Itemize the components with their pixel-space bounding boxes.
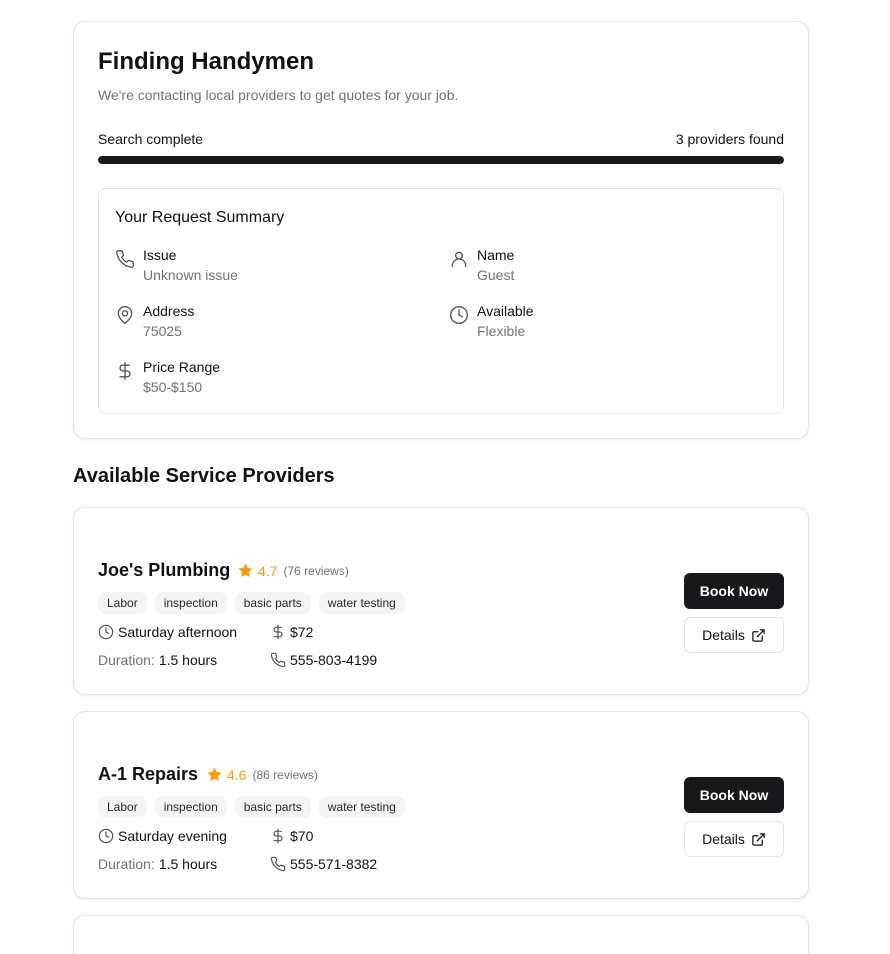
progress-bar [98, 156, 784, 164]
progress-bar-fill [98, 156, 784, 164]
summary-price [115, 359, 415, 403]
summary-name-value: Guest [477, 267, 515, 283]
clock-icon [449, 305, 469, 325]
progress-status: Search complete [98, 131, 204, 147]
provider-card [73, 507, 809, 695]
provider-rating [237, 562, 349, 579]
provider-price [270, 828, 313, 844]
provider-price-value: $70 [290, 828, 314, 844]
service-tag: inspection [155, 592, 227, 614]
provider-card [73, 711, 809, 899]
summary-issue-label: Issue [143, 247, 177, 263]
provider-availability [98, 624, 237, 640]
summary-available-value: Flexible [477, 323, 526, 339]
provider-duration-label: Duration: [98, 856, 155, 872]
dollar-icon [115, 361, 135, 381]
summary-available-label: Available [477, 303, 534, 319]
provider-phone [270, 856, 377, 872]
provider-price-value: $72 [290, 624, 314, 640]
provider-phone [270, 652, 377, 668]
details-button[interactable] [684, 617, 784, 653]
service-tag: basic parts [235, 796, 311, 818]
summary-address-label: Address [143, 303, 195, 319]
provider-duration-value: 1.5 hours [158, 856, 218, 872]
map-pin-icon [115, 305, 135, 325]
summary-address-value: 75025 [143, 323, 182, 339]
search-status-card [73, 21, 809, 439]
provider-duration-label: Duration: [98, 652, 155, 668]
provider-phone-value: 555-803-4199 [290, 652, 378, 668]
details-label: Details [702, 831, 745, 847]
summary-title: Your Request Summary [115, 209, 285, 226]
book-now-button[interactable]: Book Now [684, 777, 784, 813]
progress-count: 3 providers found [675, 131, 784, 147]
provider-name: A-1 Repairs [98, 764, 199, 784]
service-tag: basic parts [235, 592, 311, 614]
phone-icon [270, 856, 286, 872]
provider-price [270, 624, 313, 640]
clock-icon [98, 828, 114, 844]
book-now-button[interactable]: Book Now [684, 573, 784, 609]
summary-issue-value: Unknown issue [143, 267, 238, 283]
summary-available [449, 303, 749, 347]
clock-icon [98, 624, 114, 640]
page-subtitle: We're contacting local providers to get quotes for your job. [98, 87, 459, 103]
provider-duration-value: 1.5 hours [158, 652, 218, 668]
star-icon [237, 562, 254, 579]
provider-name: Joe's Plumbing [98, 560, 231, 580]
summary-price-value: $50-$150 [143, 379, 203, 395]
summary-price-label: Price Range [143, 359, 221, 375]
provider-tags [98, 796, 405, 818]
provider-review-count: (86 reviews) [252, 767, 318, 782]
provider-rating [206, 766, 318, 783]
service-tag: inspection [155, 796, 227, 818]
star-icon [206, 766, 223, 783]
provider-rating-value: 4.7 [258, 562, 278, 579]
user-icon [449, 249, 469, 269]
page-title: Finding Handymen [98, 48, 314, 75]
provider-duration [98, 652, 217, 668]
provider-tags [98, 592, 405, 614]
dollar-icon [270, 828, 286, 844]
provider-phone-value: 555-571-8382 [290, 856, 378, 872]
provider-duration [98, 856, 217, 872]
summary-issue [115, 247, 415, 291]
external-link-icon [751, 832, 766, 847]
providers-section-title: Available Service Providers [73, 465, 335, 487]
provider-review-count: (76 reviews) [283, 563, 349, 578]
details-button[interactable] [684, 821, 784, 857]
summary-address [115, 303, 415, 347]
service-tag: Labor [98, 592, 147, 614]
dollar-icon [270, 624, 286, 640]
service-tag: water testing [319, 796, 405, 818]
details-label: Details [702, 627, 745, 643]
service-tag: water testing [319, 592, 405, 614]
service-tag: Labor [98, 796, 147, 818]
phone-icon [270, 652, 286, 668]
provider-rating-value: 4.6 [227, 766, 247, 783]
provider-availability [98, 828, 227, 844]
summary-name-label: Name [477, 247, 515, 263]
provider-availability-value: Saturday afternoon [118, 624, 238, 640]
phone-icon [115, 249, 135, 269]
provider-availability-value: Saturday evening [118, 828, 227, 844]
provider-card [73, 915, 809, 954]
request-summary [98, 188, 784, 414]
summary-name [449, 247, 749, 291]
external-link-icon [751, 628, 766, 643]
